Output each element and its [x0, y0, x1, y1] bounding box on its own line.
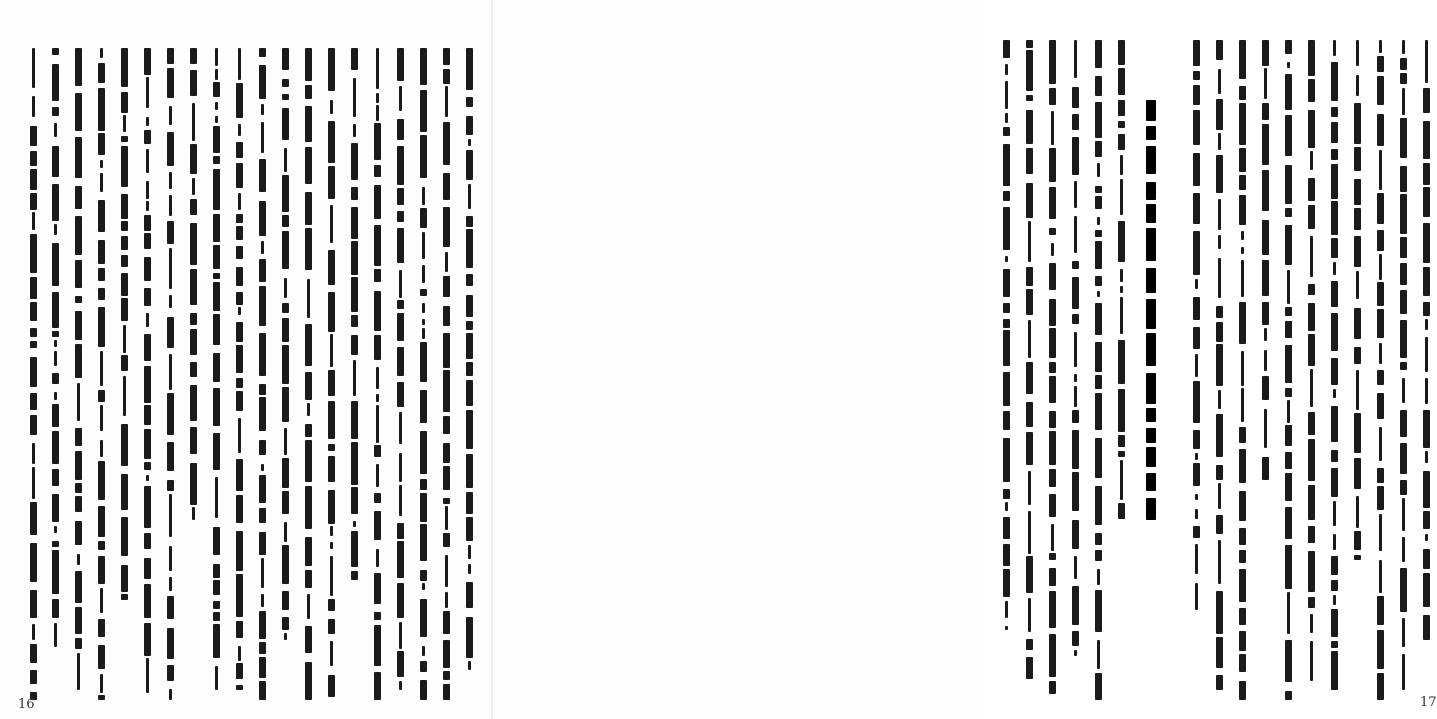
text-column: [30, 48, 37, 700]
text-column: [167, 48, 174, 700]
text-column: [1285, 40, 1292, 700]
text-column: [1072, 40, 1079, 660]
text-column: [1049, 40, 1056, 700]
text-column: [236, 48, 243, 690]
text-column: [1239, 40, 1246, 700]
section-heading: [1146, 100, 1153, 520]
text-column: [98, 48, 105, 700]
text-column: [1118, 40, 1125, 520]
text-column: [144, 48, 151, 695]
text-column: [259, 48, 266, 700]
text-column: [351, 48, 358, 580]
text-column: [420, 48, 427, 700]
text-column: [282, 48, 289, 640]
text-column: [466, 48, 473, 670]
text-column: [1354, 40, 1361, 560]
text-column: [1400, 40, 1407, 690]
left-page: [0, 0, 492, 719]
text-column: [305, 48, 312, 700]
text-column: [213, 48, 220, 700]
text-column: [1423, 40, 1430, 640]
text-column: [52, 48, 59, 650]
text-column: [1003, 40, 1010, 630]
text-column: [1216, 40, 1223, 690]
text-column: [328, 48, 335, 700]
text-column: [1262, 40, 1269, 480]
text-column: [443, 48, 450, 700]
text-column: [374, 48, 381, 700]
text-column: [1026, 40, 1033, 690]
page-number-left: 16: [18, 697, 35, 712]
text-column: [1095, 40, 1102, 700]
right-page: [493, 0, 1437, 719]
text-column: [1193, 40, 1200, 610]
text-column: [1308, 40, 1315, 690]
page-number-right: 17: [1420, 695, 1437, 710]
text-column: [190, 48, 197, 520]
text-column: [397, 48, 404, 690]
text-column: [121, 48, 128, 600]
text-column: [1331, 40, 1338, 700]
text-column: [75, 48, 82, 690]
text-column: [1377, 40, 1384, 700]
